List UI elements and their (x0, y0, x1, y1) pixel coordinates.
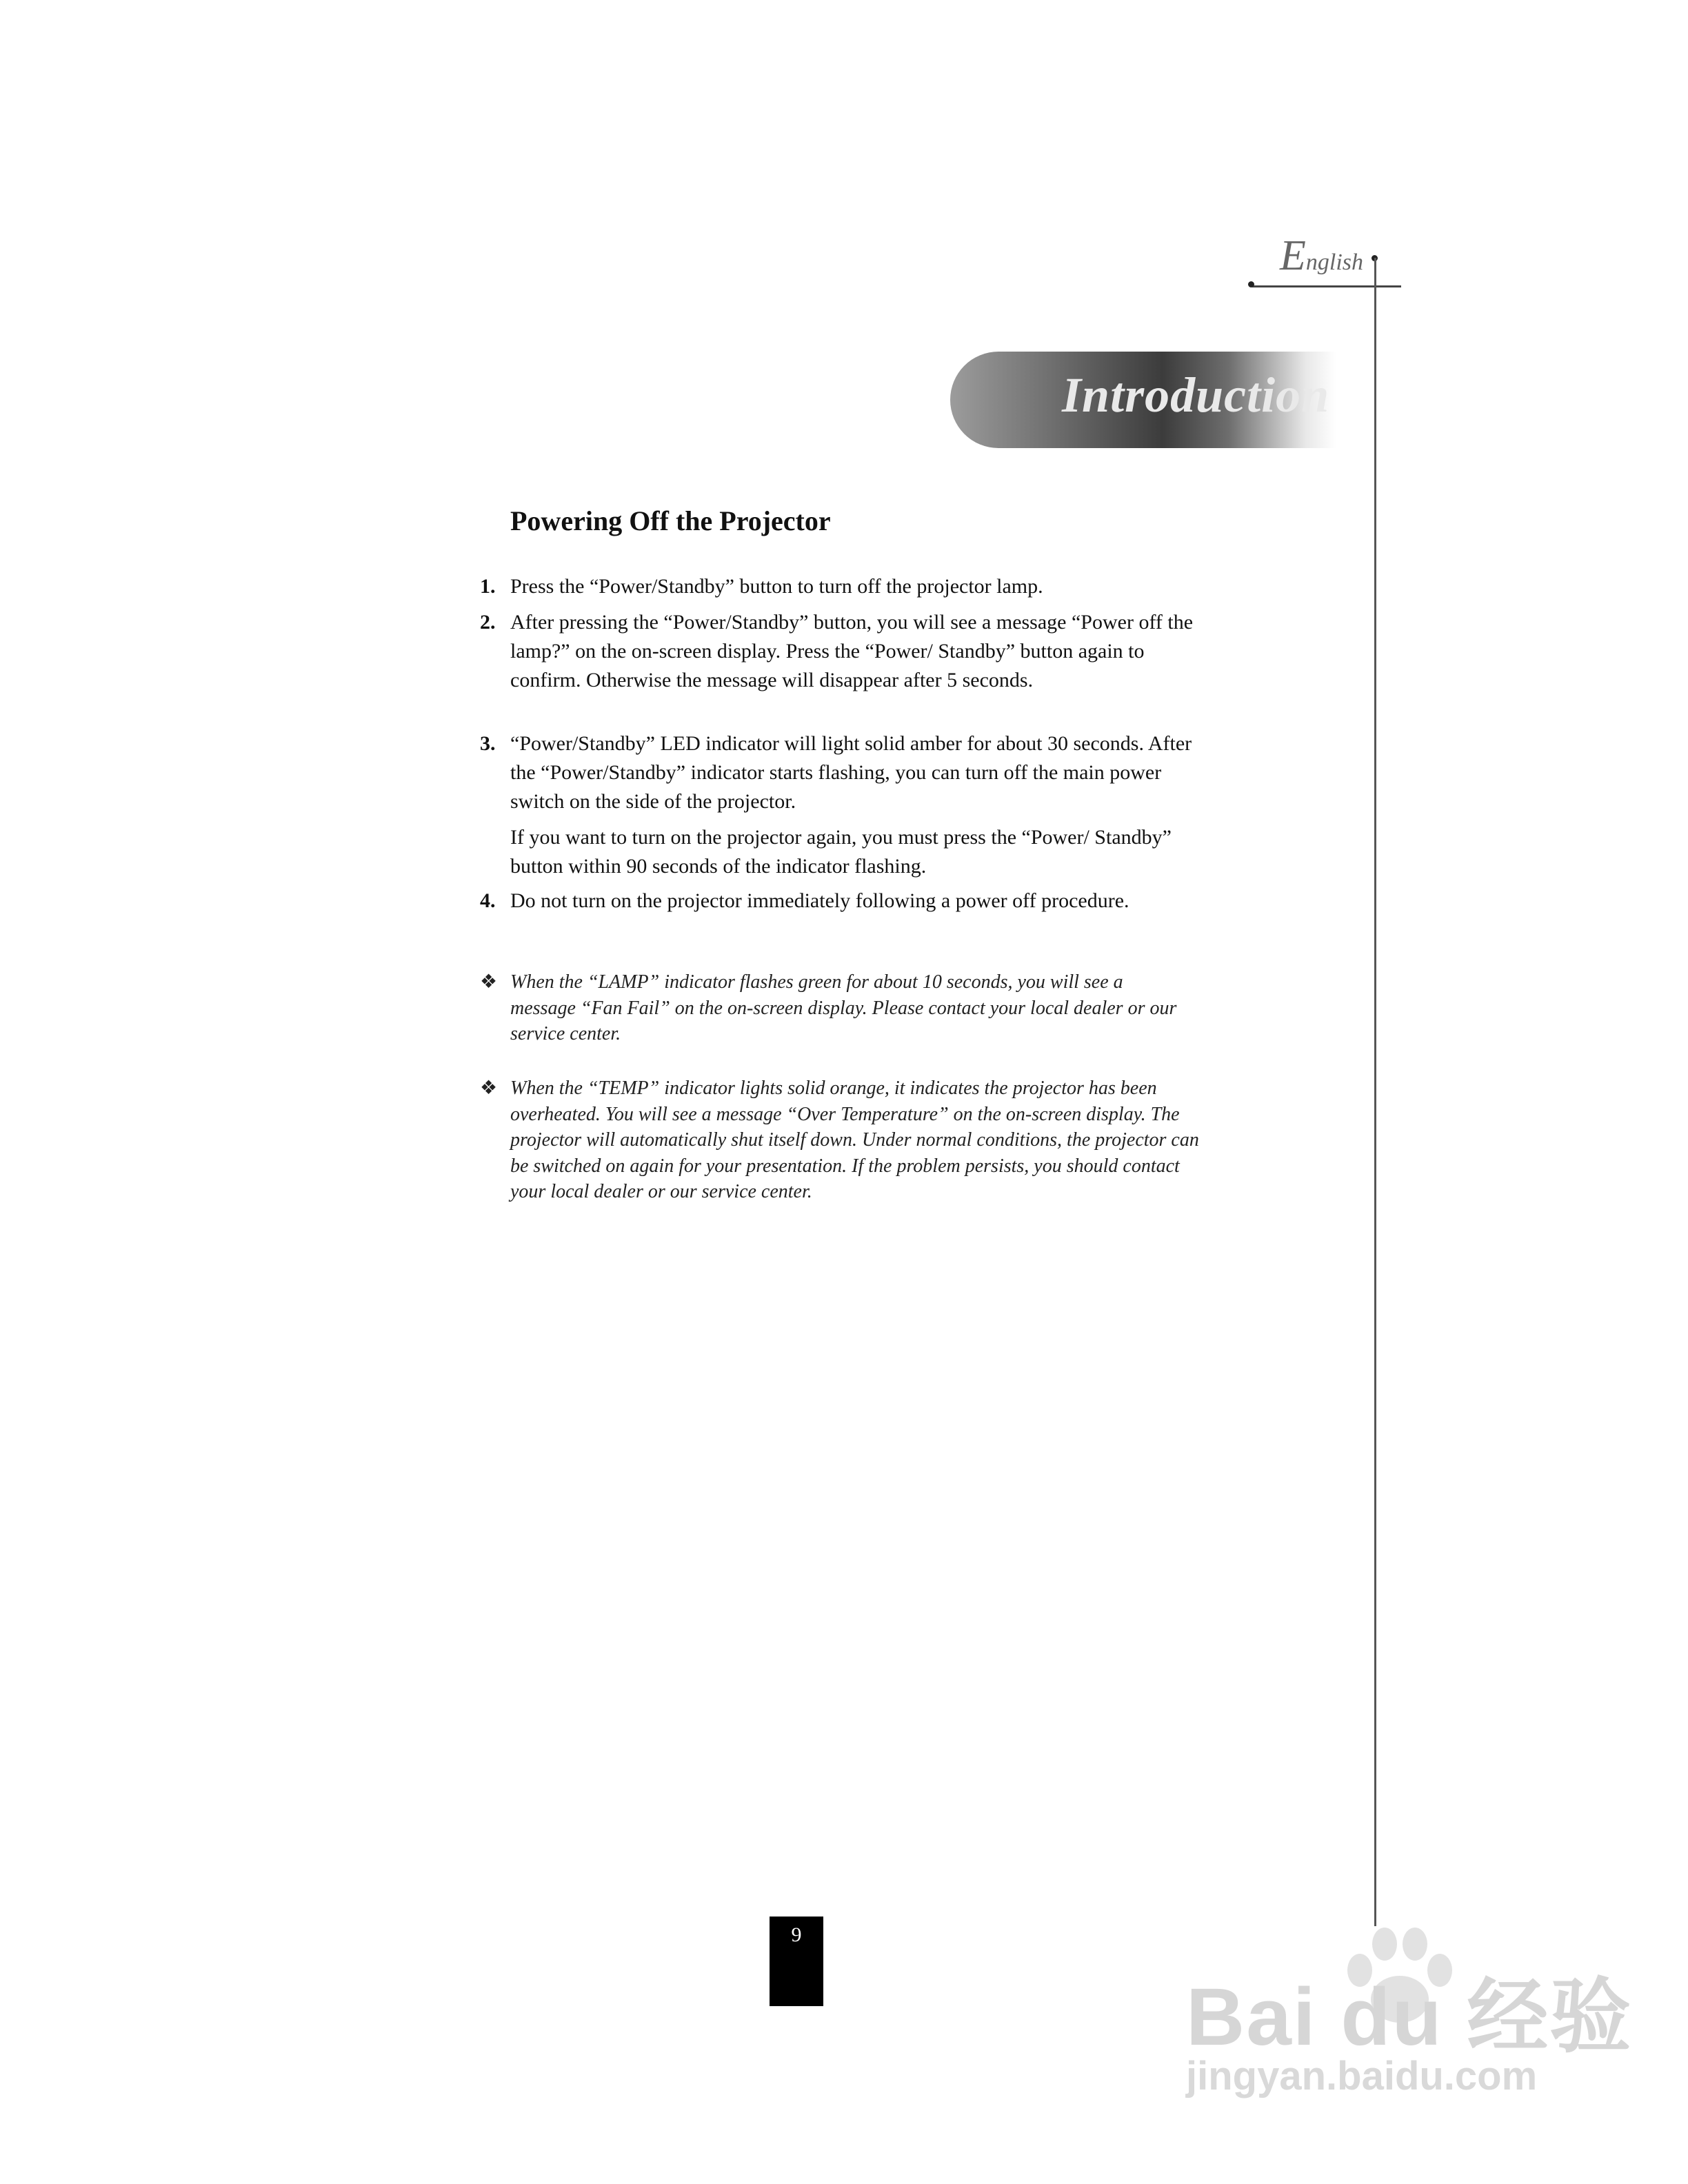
step-item (480, 572, 1225, 601)
step-number: 1. (480, 575, 496, 598)
page-number-box (770, 1917, 823, 2006)
watermark-logo-text: Bai du 经验 (1186, 1972, 1633, 2063)
step-text: Press the “Power/Standby” button to turn off the projector lamp. (510, 575, 1043, 598)
watermark-url: jingyan.baidu.com (1186, 2054, 1538, 2099)
step-item (480, 887, 1225, 916)
diamond-bullet-icon: ❖ (480, 971, 498, 993)
note-text: When the “TEMP” indicator lights solid orange, it indicates the projector has been overheated. You will see a message “Over Temperature” on the on-screen display. The projector will automatically shut itself down. Under normal conditions, the projector can be switched on again for your presentation. If the problem persists, you should contact your local dealer or our service center. (510, 1078, 1199, 1202)
language-label-rest: nglish (1305, 250, 1363, 275)
language-label-initial: E (1280, 232, 1306, 279)
step-text: After pressing the “Power/Standby” button, you will see a message “Power off the lamp?” on the on-screen display. Press the “Power/ Standby” button again to confirm. Otherwise the message will disappear after 5 seconds. (510, 611, 1194, 691)
step-extra-text: If you want to turn on the projector again, you must press the “Power/ Standby” button within 90 seconds of the indicator flashing. (510, 826, 1172, 878)
step-item (480, 729, 1225, 881)
step-text: “Power/Standby” LED indicator will light solid amber for about 30 seconds. After the “Power/Standby” indicator starts flashing, you can turn off the main power switch on the side of the projector. (510, 732, 1192, 813)
side-margin-rule (1374, 258, 1376, 1926)
section-title: Powering Off the Projector (510, 505, 831, 536)
note-item (480, 1075, 1225, 1205)
step-item (480, 608, 1225, 695)
step-number: 3. (480, 732, 496, 755)
header-rule (1252, 285, 1401, 287)
language-label (1280, 232, 1363, 281)
note-text: When the “LAMP” indicator flashes green for about 10 seconds, you will see a message “Fan Fail” on the on-screen display. Please contact your local dealer or our service center. (510, 971, 1177, 1044)
step-number: 2. (480, 611, 496, 634)
page-number: 9 (791, 1923, 802, 1946)
chapter-title: Introduction (1062, 367, 1330, 423)
step-number: 4. (480, 889, 496, 912)
note-item (480, 969, 1225, 1047)
header-rule-dot-left (1248, 281, 1254, 287)
step-text: Do not turn on the projector immediately following a power off procedure. (510, 889, 1129, 912)
diamond-bullet-icon: ❖ (480, 1078, 498, 1099)
